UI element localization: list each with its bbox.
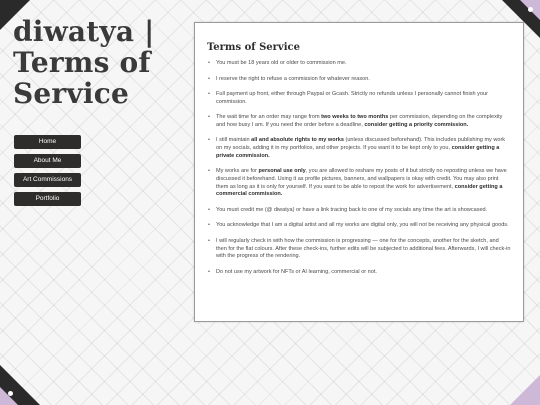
terms-item [207, 91, 511, 106]
page-title: Terms of Service [207, 42, 300, 53]
nav-portfolio-button[interactable]: Portfolio [14, 192, 81, 206]
terms-item-emphasis: all and absolute rights to my works [251, 137, 344, 144]
terms-panel [194, 22, 524, 322]
corner-dot-icon [528, 7, 533, 12]
terms-item [207, 168, 511, 199]
terms-item [207, 137, 511, 160]
nav-home-button[interactable]: Home [14, 135, 81, 149]
terms-item-text: I still maintain [216, 137, 252, 144]
terms-item [207, 238, 511, 261]
terms-item-text: , you are allowed to reshare my posts of it but strictly no reposting unless we have discussed it beforehand. Using it as profile pictures, banners, and wallpapers is okay with credit. You may also print them as long as it is only for yourself. If you want to be able to repost the work for advertisement, [216, 168, 507, 190]
terms-item-emphasis: two weeks to two months [321, 114, 389, 121]
terms-item-text: I will regularly check in with how the commission is progressing — one for the concepts, another for the sketch, and then for the flat colours. After these check-ins, further edits will be subjected to additional fees. Afterwards, I will check-in with the progress of the rendering. [216, 237, 511, 260]
corner-accent-bottom-left [0, 387, 18, 405]
terms-item [207, 222, 511, 230]
terms-item-emphasis: consider getting a commercial commission. [216, 183, 503, 198]
nav-about-me-button[interactable]: About Me [14, 154, 81, 168]
terms-item-emphasis: consider getting a private commission. [216, 145, 500, 159]
terms-item-text: (unless discussed beforehand). This includes publishing my work on my socials, adding it in my portfolios, and other projects. If you want it to be kept only to you, [216, 137, 506, 152]
terms-item-text: You acknowledge that I am a digital artist and all my works are digital only, you will not be receiving any physical goods. [216, 222, 509, 229]
site-title: diwatya | Terms of Service [13, 15, 155, 110]
terms-item-text: Full payment up front, either through Paypal or Gcash. Strictly no refunds unless I personally cannot finish your commission. [216, 91, 488, 105]
terms-item [207, 60, 511, 68]
terms-item-emphasis: consider getting a priority commission. [364, 121, 469, 128]
corner-dot-icon [8, 391, 13, 396]
terms-item-text: My works are for [216, 168, 259, 175]
terms-item-text: I reserve the right to refuse a commission for whatever reason. [216, 75, 370, 82]
terms-item-text: The wait time for an order may range from [216, 114, 322, 121]
nav-art-commissions-button[interactable]: Art Commissions [14, 173, 81, 187]
terms-item [207, 76, 511, 84]
terms-item [207, 269, 511, 277]
terms-item [207, 114, 511, 129]
corner-accent-bottom-right [510, 375, 540, 405]
terms-list [207, 60, 511, 277]
terms-item-text: Do not use my artwork for NFTs or AI learning, commercial or not. [216, 268, 377, 275]
terms-item [207, 207, 511, 215]
sidebar-nav [14, 135, 81, 211]
terms-item-text: per commission, depending on the complexity and how busy I am. If you need the order before a deadline, [216, 114, 503, 128]
terms-item-text: You must credit me (@ diwatya) or have a link tracing back to one of my socials any time the art is showcased. [216, 206, 488, 213]
terms-item-text: You must be 18 years old or older to commission me. [216, 60, 347, 66]
terms-item-emphasis: personal use only [258, 168, 306, 175]
